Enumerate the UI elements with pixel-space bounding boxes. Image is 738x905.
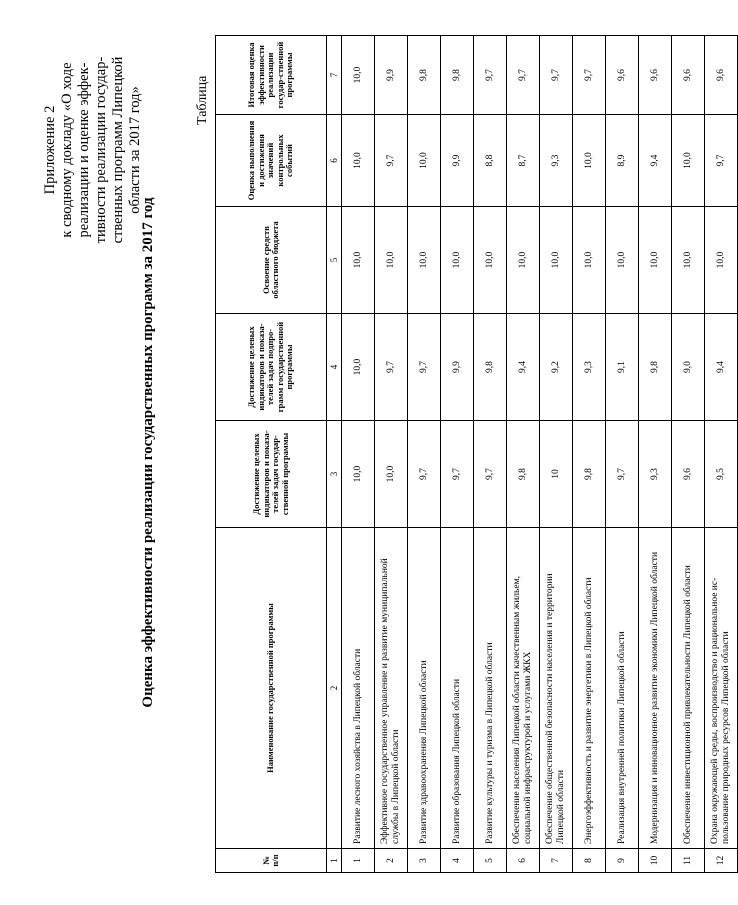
table-row [474, 36, 507, 873]
appendix-line: реализации и оценке эффек- [76, 62, 92, 238]
row-number-cell: 12 [705, 849, 738, 873]
score-cell: 9,8 [639, 314, 672, 421]
score-cell: 9,5 [705, 421, 738, 528]
column-header: № п/п [216, 849, 327, 873]
score-cell: 9,0 [672, 314, 705, 421]
score-cell: 9,7 [507, 36, 540, 115]
score-cell: 10,0 [375, 421, 408, 528]
score-cell: 9,9 [441, 115, 474, 207]
column-header: Достижение целевых индикаторов и показа-телей задач государ-ственной программы [216, 421, 327, 528]
score-cell: 9,7 [375, 314, 408, 421]
score-cell: 10,0 [408, 115, 441, 207]
score-cell: 9,7 [540, 36, 573, 115]
column-number: 7 [327, 36, 342, 115]
score-cell: 9,9 [441, 314, 474, 421]
row-number-cell: 7 [540, 849, 573, 873]
table-row [375, 36, 408, 873]
score-cell: 9,8 [441, 36, 474, 115]
score-cell: 10,0 [375, 207, 408, 314]
program-name-cell: Реализация внутренней политики Липецкой области [606, 528, 639, 849]
program-name-cell: Эффективное государственное управление и развитие муниципальной службы в Липецкой области [375, 528, 408, 849]
score-cell: 10,0 [540, 207, 573, 314]
appendix-line: области за 2017 год» [127, 86, 143, 214]
appendix-line: тивности реализации государ- [93, 56, 109, 244]
column-header: Достижение целевых индикаторов и показа-телей задач подпро-грамм государственной программы [216, 314, 327, 421]
program-name-cell: Энергоэффективность и развитие энергетики в Липецкой области [573, 528, 606, 849]
table-row [408, 36, 441, 873]
program-name-cell: Развитие лесного хозяйства в Липецкой области [342, 528, 375, 849]
score-cell: 9,3 [540, 115, 573, 207]
program-name-cell: Развитие образования Липецкой области [441, 528, 474, 849]
score-cell: 8,7 [507, 115, 540, 207]
score-cell: 8,8 [474, 115, 507, 207]
score-cell: 10,0 [705, 207, 738, 314]
appendix-note [42, 35, 144, 265]
score-cell: 10,0 [342, 115, 375, 207]
row-number-cell: 6 [507, 849, 540, 873]
score-cell: 9,8 [507, 421, 540, 528]
score-cell: 9,7 [375, 115, 408, 207]
score-cell: 9,4 [507, 314, 540, 421]
score-cell: 9,7 [474, 421, 507, 528]
score-cell: 9,4 [639, 115, 672, 207]
row-number-cell: 10 [639, 849, 672, 873]
column-number: 3 [327, 421, 342, 528]
header-row [216, 36, 327, 873]
score-cell: 10,0 [342, 314, 375, 421]
appendix-line: ственных программ Липецкой [110, 56, 126, 244]
score-cell: 10,0 [672, 207, 705, 314]
score-cell: 9,7 [606, 421, 639, 528]
row-number-cell: 4 [441, 849, 474, 873]
score-cell: 9,7 [408, 314, 441, 421]
score-cell: 9,4 [705, 314, 738, 421]
column-header: Итоговая оценка эффективности реализации государ-ственной программы [216, 36, 327, 115]
score-cell: 9,7 [441, 421, 474, 528]
score-cell: 10,0 [672, 115, 705, 207]
score-cell: 10,0 [639, 207, 672, 314]
column-number: 5 [327, 207, 342, 314]
score-cell: 9,7 [474, 36, 507, 115]
row-number-cell: 9 [606, 849, 639, 873]
score-cell: 10,0 [408, 207, 441, 314]
row-number-cell: 8 [573, 849, 606, 873]
score-cell: 9,7 [408, 421, 441, 528]
score-cell: 9,8 [573, 421, 606, 528]
appendix-line: Приложение 2 [42, 105, 58, 195]
table-row [342, 36, 375, 873]
column-number: 1 [327, 849, 342, 873]
column-number: 6 [327, 115, 342, 207]
appendix-line: к сводному докладу «О ходе [59, 62, 75, 238]
row-number-cell: 2 [375, 849, 408, 873]
program-name-cell: Обеспечение населения Липецкой области качественным жильем, социальной инфраструктурой и услугами ЖКХ [507, 528, 540, 849]
score-cell: 9,8 [474, 314, 507, 421]
score-cell: 9,1 [606, 314, 639, 421]
score-cell: 9,6 [672, 421, 705, 528]
table-row [540, 36, 573, 873]
row-number-cell: 11 [672, 849, 705, 873]
score-cell: 9,2 [540, 314, 573, 421]
row-number-cell: 1 [342, 849, 375, 873]
score-cell: 9,6 [639, 36, 672, 115]
score-cell: 10,0 [573, 115, 606, 207]
program-name-cell: Обеспечение общественной безопасности населения и территории Липецкой области [540, 528, 573, 849]
column-header: Оценка выполнения и достижения значений контрольных событий [216, 115, 327, 207]
column-number: 4 [327, 314, 342, 421]
score-cell: 10,0 [342, 36, 375, 115]
table-row [573, 36, 606, 873]
score-cell: 10,0 [342, 207, 375, 314]
score-cell: 9,7 [705, 115, 738, 207]
program-name-cell: Охрана окружающей среды, воспроизводство и рациональное ис-пользование природных ресурсов Липецкой области [705, 528, 738, 849]
table-row [639, 36, 672, 873]
score-cell: 10,0 [474, 207, 507, 314]
program-name-cell: Развитие здравоохранения Липецкой области [408, 528, 441, 849]
score-cell: 10,0 [342, 421, 375, 528]
program-name-cell: Развитие культуры и туризма в Липецкой области [474, 528, 507, 849]
score-cell: 9,3 [639, 421, 672, 528]
column-header: Наименование государственной программы [216, 528, 327, 849]
table-row [705, 36, 738, 873]
score-cell: 9,7 [573, 36, 606, 115]
table-row [672, 36, 705, 873]
score-cell: 10,0 [441, 207, 474, 314]
column-number-row [327, 36, 342, 873]
score-cell: 9,3 [573, 314, 606, 421]
score-cell: 9,6 [705, 36, 738, 115]
row-number-cell: 5 [474, 849, 507, 873]
table-caption: Таблица [195, 75, 210, 125]
score-cell: 10,0 [573, 207, 606, 314]
efficiency-table [215, 35, 738, 873]
program-name-cell: Модернизация и инновационное развитие экономики Липецкой области [639, 528, 672, 849]
column-number: 2 [327, 528, 342, 849]
program-name-cell: Обеспечение инвестиционной привлекательности Липецкой области [672, 528, 705, 849]
score-cell: 9,6 [672, 36, 705, 115]
score-cell: 10,0 [507, 207, 540, 314]
table-row [507, 36, 540, 873]
score-cell: 10 [540, 421, 573, 528]
score-cell: 9,9 [375, 36, 408, 115]
table-row [606, 36, 639, 873]
score-cell: 10,0 [606, 207, 639, 314]
row-number-cell: 3 [408, 849, 441, 873]
column-header: Освоение средств областного бюджета [216, 207, 327, 314]
page-title: Оценка эффективности реализации государственных программ за 2017 год [140, 197, 156, 708]
score-cell: 9,6 [606, 36, 639, 115]
score-cell: 9,8 [408, 36, 441, 115]
table-row [441, 36, 474, 873]
score-cell: 8,9 [606, 115, 639, 207]
